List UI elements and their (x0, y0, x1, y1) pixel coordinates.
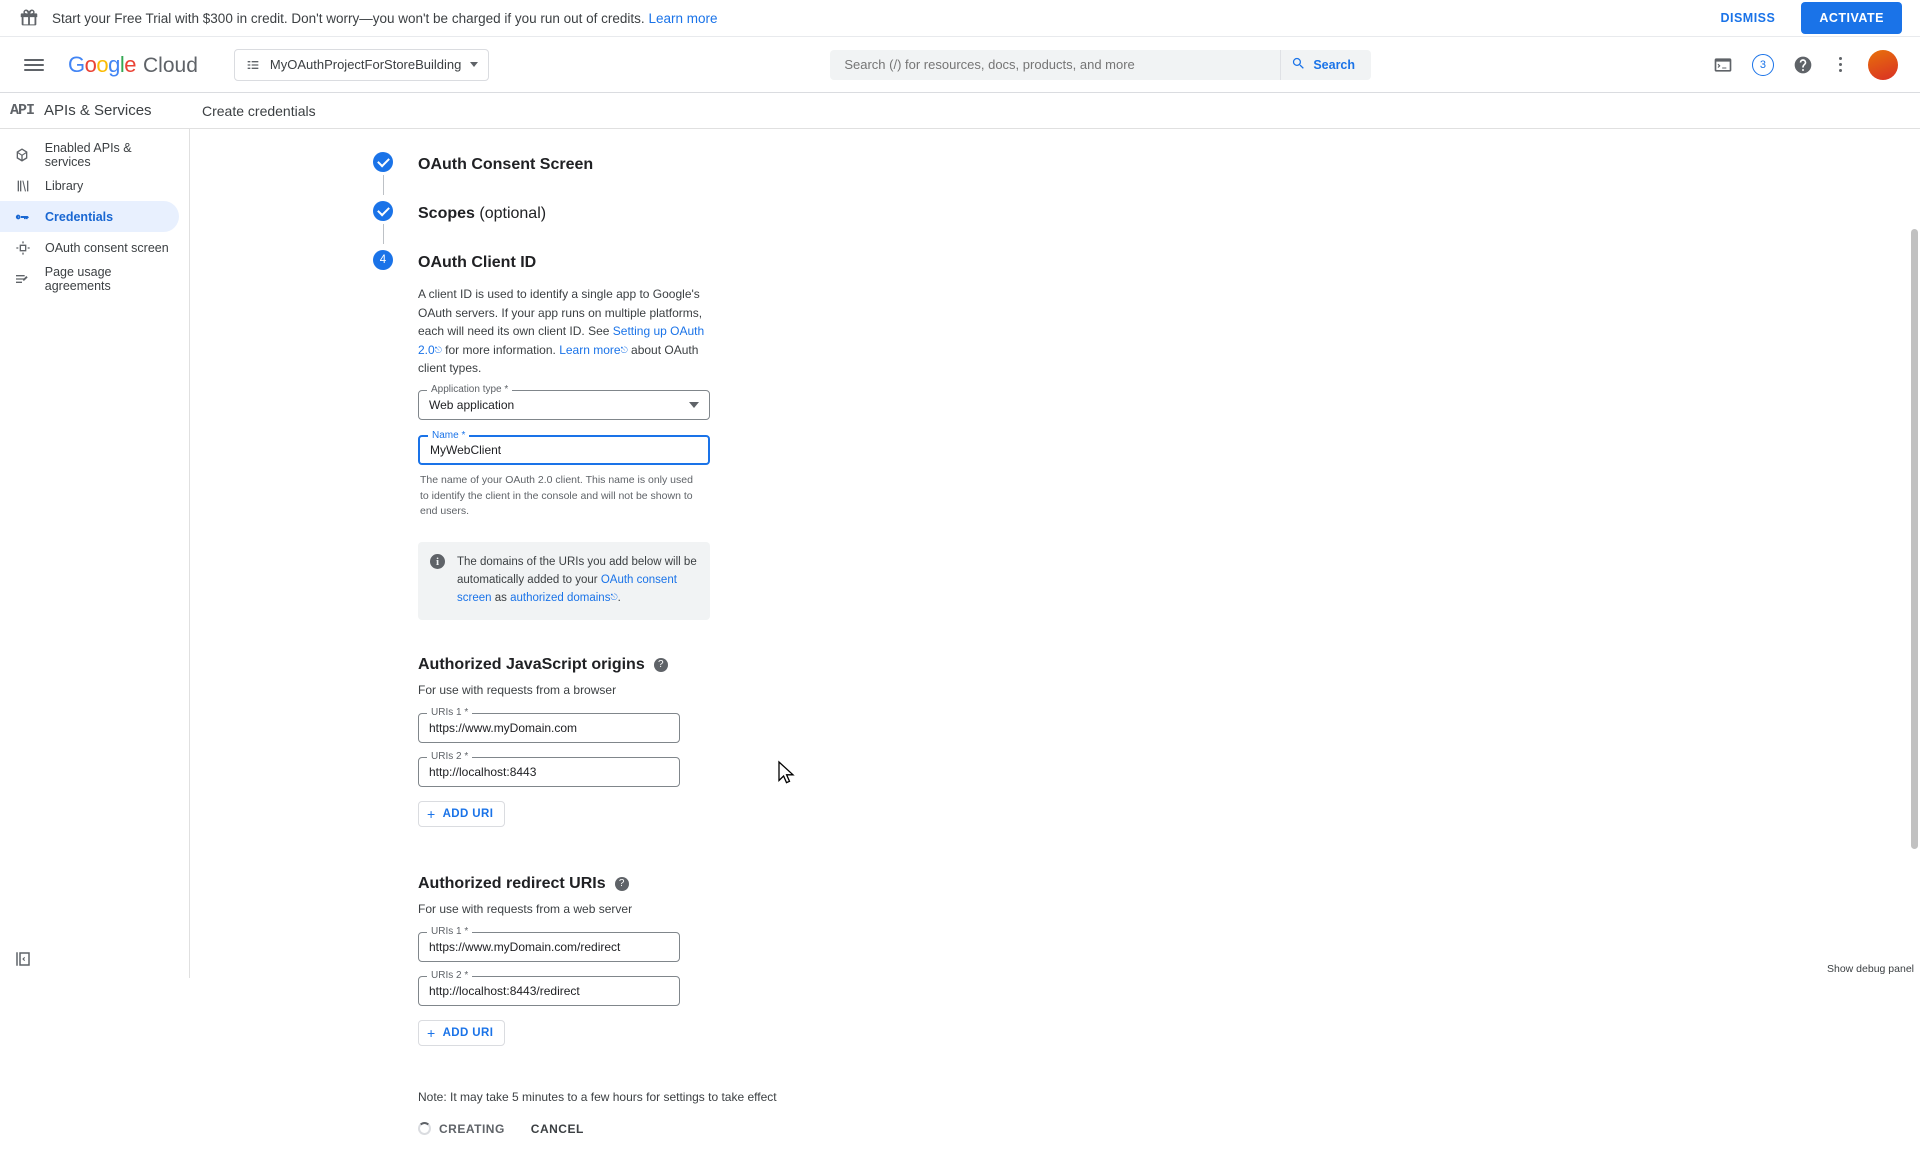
learn-more-link[interactable] (559, 343, 628, 357)
cloud-shell-icon[interactable] (1712, 54, 1734, 76)
help-icon[interactable] (1792, 54, 1814, 76)
sidebar (0, 129, 190, 978)
apis-and-services-header[interactable] (0, 102, 190, 119)
step-optional-label: (optional) (479, 205, 547, 222)
uri-value: http://localhost:8443/redirect (429, 983, 580, 998)
redirect-uri-2-input[interactable] (418, 969, 680, 1006)
search-button[interactable] (1280, 50, 1371, 80)
trial-learn-more-link[interactable]: Learn more (648, 10, 718, 26)
info-icon: i (430, 554, 445, 569)
help-icon[interactable]: ? (654, 658, 668, 672)
domains-info-text (457, 554, 698, 607)
client-name-input[interactable] (418, 429, 710, 465)
client-name-label: Name * (428, 430, 469, 441)
library-icon (14, 177, 31, 194)
google-wordmark: Google (68, 51, 137, 77)
search-container (830, 50, 1371, 80)
sidebar-item-label: OAuth consent screen (45, 240, 169, 255)
page-title: Create credentials (202, 102, 316, 119)
client-name-helper-text: The name of your OAuth 2.0 client. This name is only used to identify the client in the console and will not be shown to end users. (420, 473, 693, 518)
step-header[interactable] (418, 200, 1920, 228)
dashboard-icon (14, 146, 31, 163)
hamburger-menu-icon[interactable] (22, 53, 46, 77)
step-header (418, 249, 1920, 277)
settings-note: Note: It may take 5 minutes to a few hours for settings to take effect (418, 1089, 777, 1104)
loading-spinner-icon (418, 1122, 431, 1135)
description-part-3: about OAuth client types. (418, 342, 699, 376)
section-title-text: Authorized JavaScript origins (418, 655, 645, 673)
description-part-1: A client ID is used to identify a single app to Google's OAuth servers. If your app runs on multiple platforms, each will need its own client ID. See (418, 287, 703, 339)
sidebar-item-oauth-consent-screen[interactable] (0, 232, 179, 263)
creating-button (418, 1122, 505, 1136)
project-icon (245, 57, 261, 73)
description-part-2: for more information. (441, 342, 560, 357)
project-name-label: MyOAuthProjectForStoreBuilding (269, 57, 462, 72)
vertical-scrollbar[interactable] (1909, 129, 1920, 978)
api-icon: API (10, 102, 35, 119)
sidebar-item-label: Enabled APIs & services (44, 140, 132, 169)
product-title: APIs & Services (44, 102, 152, 119)
step-title-text: Scopes (418, 205, 475, 222)
step-oauth-consent-screen (418, 151, 1920, 179)
help-icon[interactable]: ? (615, 877, 629, 891)
sidebar-item-label: Credentials (45, 209, 114, 224)
external-link-icon: ⎋ (620, 344, 628, 355)
info-part-1: The domains of the URIs you add below will be automatically added to your (457, 556, 697, 587)
free-trial-banner (0, 0, 1920, 37)
section-title-text: Authorized redirect URIs (418, 874, 606, 892)
step-title: OAuth Client ID (418, 254, 537, 271)
step-connector (383, 224, 384, 244)
google-cloud-logo[interactable] (68, 52, 198, 78)
activate-button[interactable]: ACTIVATE (1801, 2, 1902, 34)
uri-label: URIs 1 * (427, 926, 472, 937)
search-input[interactable] (830, 50, 1280, 80)
top-navigation-bar (0, 37, 1920, 93)
project-selector[interactable] (234, 49, 489, 81)
js-origins-add-uri-button[interactable] (418, 801, 505, 827)
main-content (190, 129, 1920, 1136)
redirect-uri-1-input[interactable] (418, 925, 680, 962)
notifications-badge[interactable]: 3 (1752, 54, 1774, 76)
external-link-icon: ⎋ (610, 591, 618, 602)
link-label: Learn more (559, 342, 621, 357)
plus-icon: + (427, 805, 436, 822)
js-origins-section-title (418, 656, 1920, 674)
sidebar-item-page-usage-agreements[interactable] (0, 263, 179, 294)
account-avatar[interactable] (1868, 50, 1898, 80)
uri-value: http://localhost:8443 (429, 764, 537, 779)
step-title: OAuth Consent Screen (418, 156, 594, 173)
js-origin-uri-1-input[interactable] (418, 706, 680, 743)
step-title (418, 205, 546, 223)
product-subheader (0, 93, 1920, 129)
chevron-down-icon (689, 402, 699, 408)
trial-message-text: Start your Free Trial with $300 in credit. Don't worry—you won't be charged if you run out of credits. (52, 10, 645, 26)
chevron-down-icon (470, 62, 478, 67)
step-oauth-client-id (379, 249, 1920, 1176)
consent-icon (14, 239, 31, 256)
step-number-badge: 4 (373, 250, 393, 270)
cloud-wordmark: Cloud (143, 53, 198, 77)
step-complete-icon (373, 152, 393, 172)
dismiss-button[interactable]: DISMISS (1706, 3, 1789, 33)
redirect-uris-add-uri-button[interactable] (418, 1020, 505, 1046)
sidebar-item-label: Library (45, 178, 84, 193)
create-credentials-form (190, 129, 1920, 1176)
js-origins-subtitle: For use with requests from a browser (418, 682, 617, 697)
cancel-button[interactable]: CANCEL (530, 1121, 584, 1136)
plus-icon: + (427, 1024, 436, 1041)
creating-label: CREATING (439, 1121, 505, 1136)
authorized-domains-link[interactable] (510, 592, 618, 604)
step-scopes (418, 200, 1920, 228)
form-actions (418, 1122, 1920, 1176)
step-connector (383, 175, 384, 195)
sidebar-item-credentials[interactable] (0, 201, 179, 232)
client-name-value: MyWebClient (430, 442, 502, 457)
agreements-icon (14, 270, 31, 287)
sidebar-item-label: Page usage agreements (44, 264, 112, 293)
add-uri-label: ADD URI (442, 1026, 494, 1039)
sidebar-item-enabled-apis[interactable] (0, 139, 179, 170)
topbar-actions (1712, 50, 1906, 80)
key-icon (14, 208, 31, 225)
step-header[interactable] (418, 151, 1920, 179)
more-options-icon[interactable] (1832, 57, 1850, 72)
sidebar-item-library[interactable] (0, 170, 179, 201)
uri-value: https://www.myDomain.com (429, 720, 578, 735)
uri-label: URIs 2 * (427, 970, 472, 981)
gift-icon (18, 7, 40, 29)
page-body (0, 129, 1920, 1136)
search-icon (1291, 56, 1306, 74)
info-part-2: as (491, 591, 511, 604)
search-button-label: Search (1313, 57, 1356, 72)
application-type-value: Web application (429, 397, 515, 412)
scrollbar-thumb[interactable] (1911, 229, 1918, 849)
redirect-uris-subtitle: For use with requests from a web server (418, 901, 633, 916)
link-label: Setting up OAuth 2.0 (418, 324, 705, 357)
js-origin-uri-2-input[interactable] (418, 750, 680, 787)
uri-value: https://www.myDomain.com/redirect (429, 939, 621, 954)
trial-message (52, 11, 718, 26)
application-type-label: Application type * (427, 384, 512, 395)
external-link-icon: ⎋ (434, 344, 442, 355)
info-part-3: . (617, 591, 621, 604)
collapse-panel-icon[interactable] (14, 950, 32, 968)
redirect-uris-section-title (418, 875, 1920, 893)
oauth-consent-screen-link[interactable]: OAuth consent screen (457, 574, 677, 604)
domains-info-box (418, 542, 710, 619)
link-label: authorized domains (510, 591, 611, 604)
uri-label: URIs 1 * (427, 707, 472, 718)
step-complete-icon (373, 201, 393, 221)
add-uri-label: ADD URI (442, 807, 494, 820)
show-debug-panel-link[interactable]: Show debug panel (1827, 963, 1914, 975)
client-id-description (418, 285, 718, 378)
uri-label: URIs 2 * (427, 751, 472, 762)
application-type-select[interactable] (418, 383, 710, 420)
